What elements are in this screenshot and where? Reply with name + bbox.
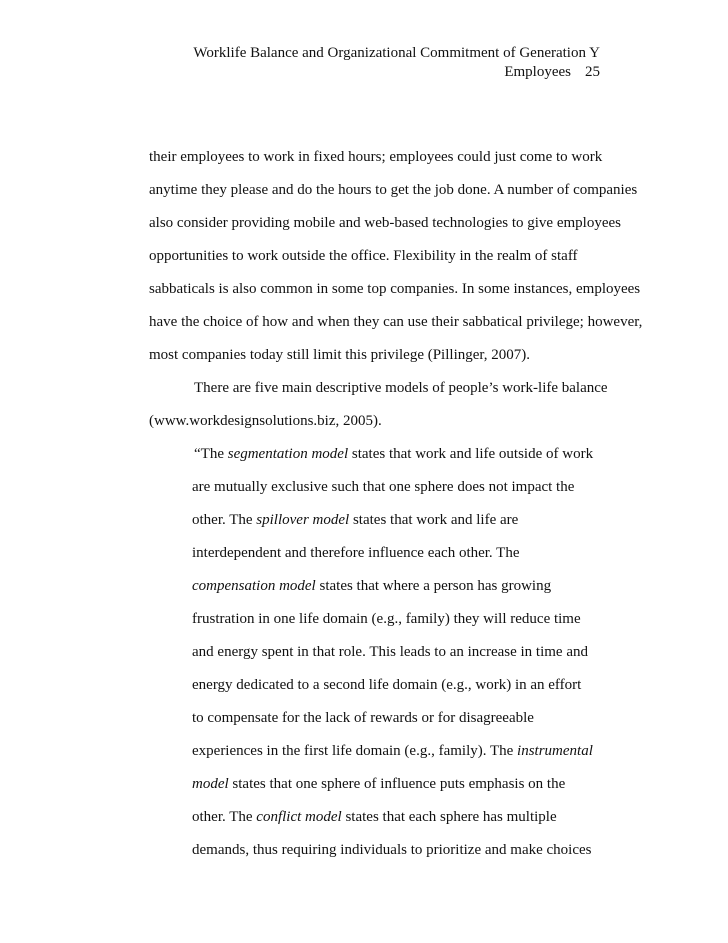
- body-line: anytime they please and do the hours to get the job done. A number of companies: [149, 182, 638, 198]
- quote-line: experiences in the first life domain (e.g., family). The instrumental: [192, 743, 593, 759]
- quote-line: “The segmentation model states that work and life outside of work: [194, 446, 594, 462]
- running-head: [150, 44, 600, 82]
- quote-line: to compensate for the lack of rewards or for disagreeable: [192, 710, 534, 726]
- body-line: have the choice of how and when they can use their sabbatical privilege; however,: [149, 314, 643, 330]
- term-segmentation-model: segmentation model: [227, 446, 349, 462]
- body-line: opportunities to work outside the office. Flexibility in the realm of staff: [149, 248, 578, 264]
- page-number: 25: [585, 64, 600, 80]
- body-line: most companies today still limit this privilege (Pillinger, 2007).: [149, 347, 531, 363]
- term-instrumental: instrumental: [517, 743, 593, 759]
- term-conflict-model: conflict model: [256, 809, 342, 825]
- body-line: their employees to work in fixed hours; employees could just come to work: [149, 149, 603, 165]
- body-line: (www.workdesignsolutions.biz, 2005).: [149, 413, 382, 429]
- body-line: sabbaticals is also common in some top companies. In some instances, employees: [149, 281, 641, 297]
- running-head-title-line2: Employees: [504, 64, 571, 80]
- quote-line: and energy spent in that role. This leads to an increase in time and: [192, 644, 588, 660]
- quote-line: frustration in one life domain (e.g., family) they will reduce time: [192, 611, 581, 627]
- term-model: model: [192, 776, 229, 792]
- quote-line: other. The spillover model states that work and life are: [192, 512, 519, 528]
- quote-line: model states that one sphere of influence puts emphasis on the: [192, 776, 566, 792]
- term-compensation-model: compensation model: [192, 578, 316, 594]
- quote-line: other. The conflict model states that each sphere has multiple: [192, 809, 557, 825]
- body-line: also consider providing mobile and web-based technologies to give employees: [149, 215, 621, 231]
- quote-line: are mutually exclusive such that one sphere does not impact the: [192, 479, 575, 495]
- quote-line: energy dedicated to a second life domain (e.g., work) in an effort: [192, 677, 582, 693]
- quote-line: interdependent and therefore influence each other. The: [192, 545, 520, 561]
- running-head-title-cont: [150, 63, 600, 82]
- quote-line: demands, thus requiring individuals to prioritize and make choices: [192, 842, 592, 858]
- term-spillover-model: spillover model: [256, 512, 350, 528]
- quote-line: compensation model states that where a person has growing: [192, 578, 552, 594]
- body-line: There are five main descriptive models of people’s work-life balance: [194, 380, 608, 396]
- running-head-title: Worklife Balance and Organizational Commitment of Generation Y: [193, 45, 600, 61]
